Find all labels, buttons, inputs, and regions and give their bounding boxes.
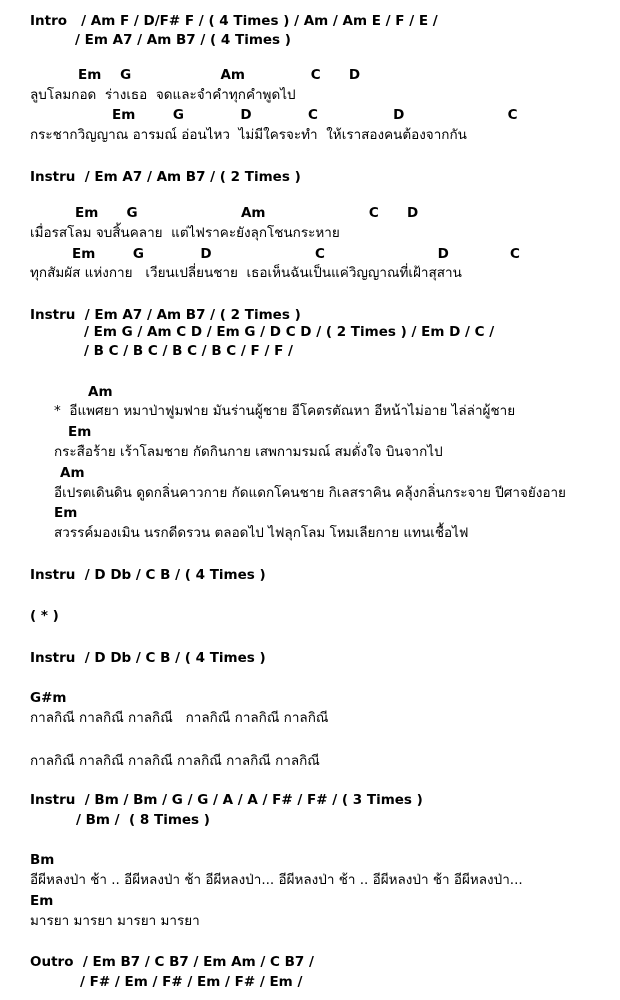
instru-line: / Bm / ( 8 Times ) [76, 812, 210, 828]
lyric-line: กาลกิณี กาลกิณี กาลกิณี กาลกิณี กาลกิณี กาลกิณี [30, 710, 329, 726]
chord-line: Bm [30, 852, 55, 868]
outro-line-1: Outro / Em B7 / C B7 / Em Am / C B7 / [30, 954, 314, 970]
instru-line: Instru / D Db / C B / ( 4 Times ) [30, 650, 266, 666]
chorus-lyric-line: สวรรค์มองเมิน นรกดีดรวน ตลอดไป ไฟลุกโลม โหมเลียกาย แทนเชื้อไฟ [54, 525, 469, 541]
chord-line: Em [54, 505, 78, 521]
lyric-line: กระชากวิญญาณ อารมณ์ อ่อนไหว ไม่มีใครจะทำ ให้เราสองคนต้องจากกัน [30, 127, 467, 143]
outro-line-2: / F# / Em / F# / Em / F# / Em / [80, 974, 303, 990]
instru-line: Instru / Em A7 / Am B7 / ( 2 Times ) [30, 307, 301, 323]
chord-line: Am [60, 465, 85, 481]
instru-line: Instru / Em A7 / Am B7 / ( 2 Times ) [30, 169, 301, 185]
chord-line: Em [30, 893, 54, 909]
intro-line-2: / Em A7 / Am B7 / ( 4 Times ) [75, 32, 291, 48]
chord-line: Em G D C D C [72, 246, 520, 262]
chord-line: Em [68, 424, 92, 440]
lyric-line: เมื่อรสโลม จบสิ้นคลาย แต่ไฟราคะยังลุกโชนกระหาย [30, 225, 340, 241]
chord-line: Am [88, 384, 113, 400]
instru-line: / B C / B C / B C / B C / F / F / [84, 343, 293, 359]
instru-line: Instru / Bm / Bm / G / G / A / A / F# / F# / ( 3 Times ) [30, 792, 423, 808]
lyric-line: ลูบโลมกอด ร่างเธอ จดและจำคำทุกคำพูดไป [30, 87, 296, 103]
lyric-line: มารยา มารยา มารยา มารยา [30, 913, 200, 929]
chorus-lyric-line: อีเปรตเดินดิน ดูดกลิ่นคาวกาย กัดแดกโคนชาย กิเลสราคิน คลุ้งกลิ่นกระจาย ปีศาจยังอาย [54, 485, 566, 501]
lyric-line: อีผีหลงป่า ช้า .. อีผีหลงป่า ช้า อีผีหลงป่า... อีผีหลงป่า ช้า .. อีผีหลงป่า ช้า อีผีหลงป่า... [30, 872, 523, 888]
chorus-lyric-line: กระสือร้าย เร้าโลมชาย กัดกินกาย เสพกามรมณ์ สมดั่งใจ บินจากไป [54, 444, 443, 460]
chord-line: Em G Am C D [75, 205, 419, 221]
lyric-line: ทุกสัมผัส แห่งกาย เวียนเปลี่ยนชาย เธอเห็นฉันเป็นแค่วิญญาณที่เฝ้าสุสาน [30, 265, 462, 281]
chord-line: Em G D C D C [112, 107, 518, 123]
intro-line-1: Intro / Am F / D/F# F / ( 4 Times ) / Am / Am E / F / E / [30, 13, 438, 29]
instru-line: Instru / D Db / C B / ( 4 Times ) [30, 567, 266, 583]
chorus-lyric-line: * อีแพศยา หมาป่าฟูมฟาย มันร่านผู้ชาย อีโคตรตัณหา อีหน้าไม่อาย ไล่ล่าผู้ชาย [54, 403, 516, 419]
chord-line: Em G Am C D [78, 67, 361, 83]
lyric-line: กาลกิณี กาลกิณี กาลกิณี กาลกิณี กาลกิณี กาลกิณี [30, 753, 320, 769]
instru-line: / Em G / Am C D / Em G / D C D / ( 2 Times ) / Em D / C / [84, 324, 495, 340]
repeat-marker: ( * ) [30, 608, 59, 624]
chord-line: G#m [30, 690, 67, 706]
